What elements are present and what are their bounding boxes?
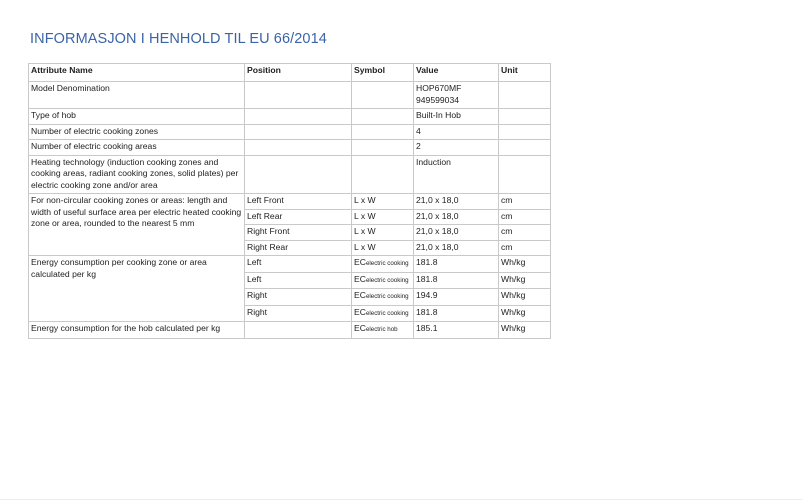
model-code: HOP670MF <box>416 83 462 93</box>
table-row <box>29 140 551 156</box>
header-symbol: Symbol <box>352 64 414 82</box>
energy-unit: Wh/kg <box>499 272 551 289</box>
heating-technology-label: Heating technology (induction cooking zones and cooking areas, radiant cooking zones, solid plates) per electric cooking zone and/or area <box>29 155 245 194</box>
energy-symbol <box>352 256 414 273</box>
energy-hob-symbol <box>352 322 414 339</box>
dimension-position: Left Front <box>245 194 352 210</box>
dimension-position: Right Front <box>245 225 352 241</box>
dimension-unit: cm <box>499 194 551 210</box>
energy-symbol <box>352 272 414 289</box>
table-row <box>29 256 551 273</box>
symbol-main: EC <box>354 323 366 333</box>
table-row <box>29 155 551 194</box>
table-row <box>29 194 551 210</box>
energy-position: Right <box>245 289 352 306</box>
heating-technology-value: Induction <box>414 155 499 194</box>
dimension-value: 21,0 x 18,0 <box>414 194 499 210</box>
dimension-value: 21,0 x 18,0 <box>414 225 499 241</box>
page-title: INFORMASJON I HENHOLD TIL EU 66/2014 <box>30 31 327 47</box>
energy-hob-value: 185.1 <box>414 322 499 339</box>
areas-label: Number of electric cooking areas <box>29 140 245 156</box>
energy-value: 181.8 <box>414 272 499 289</box>
dimension-value: 21,0 x 18,0 <box>414 209 499 225</box>
model-denomination-label: Model Denomination <box>29 82 245 109</box>
page-divider <box>0 499 802 500</box>
hob-type-value: Built-In Hob <box>414 109 499 125</box>
dimension-symbol: L x W <box>352 194 414 210</box>
header-unit: Unit <box>499 64 551 82</box>
model-symbol-cell <box>352 82 414 109</box>
zones-label: Number of electric cooking zones <box>29 124 245 140</box>
dimension-position: Left Rear <box>245 209 352 225</box>
eu-info-table <box>28 63 551 339</box>
dimension-unit: cm <box>499 225 551 241</box>
energy-unit: Wh/kg <box>499 289 551 306</box>
symbol-subscript: electric cooking <box>365 293 409 300</box>
header-value: Value <box>414 64 499 82</box>
dimension-value: 21,0 x 18,0 <box>414 240 499 256</box>
table-row <box>29 124 551 140</box>
energy-position: Left <box>245 256 352 273</box>
energy-unit: Wh/kg <box>499 256 551 273</box>
symbol-subscript: electric cooking <box>365 260 409 267</box>
table-header-row <box>29 64 551 82</box>
table-row <box>29 82 551 109</box>
energy-symbol <box>352 305 414 322</box>
model-unit-cell <box>499 82 551 109</box>
header-attribute-name: Attribute Name <box>29 64 245 82</box>
zones-value: 4 <box>414 124 499 140</box>
energy-hob-label: Energy consumption for the hob calculated per kg <box>29 322 245 339</box>
symbol-main: EC <box>354 273 366 284</box>
energy-value: 181.8 <box>414 256 499 273</box>
energy-symbol <box>352 289 414 306</box>
header-position: Position <box>245 64 352 82</box>
energy-zone-label: Energy consumption per cooking zone or area calculated per kg <box>29 256 245 322</box>
dimension-symbol: L x W <box>352 240 414 256</box>
energy-value: 194.9 <box>414 289 499 306</box>
symbol-subscript: electric cooking <box>365 309 409 317</box>
energy-unit: Wh/kg <box>499 305 551 322</box>
dimension-unit: cm <box>499 209 551 225</box>
table-row <box>29 109 551 125</box>
areas-value: 2 <box>414 140 499 156</box>
energy-position: Left <box>245 272 352 289</box>
symbol-main: EC <box>354 257 366 267</box>
hob-type-label: Type of hob <box>29 109 245 125</box>
symbol-main: EC <box>354 306 366 317</box>
dimension-position: Right Rear <box>245 240 352 256</box>
model-pnc: 949599034 <box>416 94 460 105</box>
symbol-subscript: electric cooking <box>365 276 409 284</box>
symbol-subscript: electric hob <box>365 326 398 333</box>
model-position-cell <box>245 82 352 109</box>
dimensions-label: For non-circular cooking zones or areas: length and width of useful surface area per electric heated cooking zone or area, rounded to the nearest 5 mm <box>29 194 245 256</box>
energy-value: 181.8 <box>414 305 499 322</box>
dimension-symbol: L x W <box>352 225 414 241</box>
symbol-main: EC <box>354 290 366 300</box>
dimension-unit: cm <box>499 240 551 256</box>
table-row <box>29 322 551 339</box>
energy-hob-unit: Wh/kg <box>499 322 551 339</box>
energy-position: Right <box>245 305 352 322</box>
model-value-cell <box>414 82 499 109</box>
dimension-symbol: L x W <box>352 209 414 225</box>
